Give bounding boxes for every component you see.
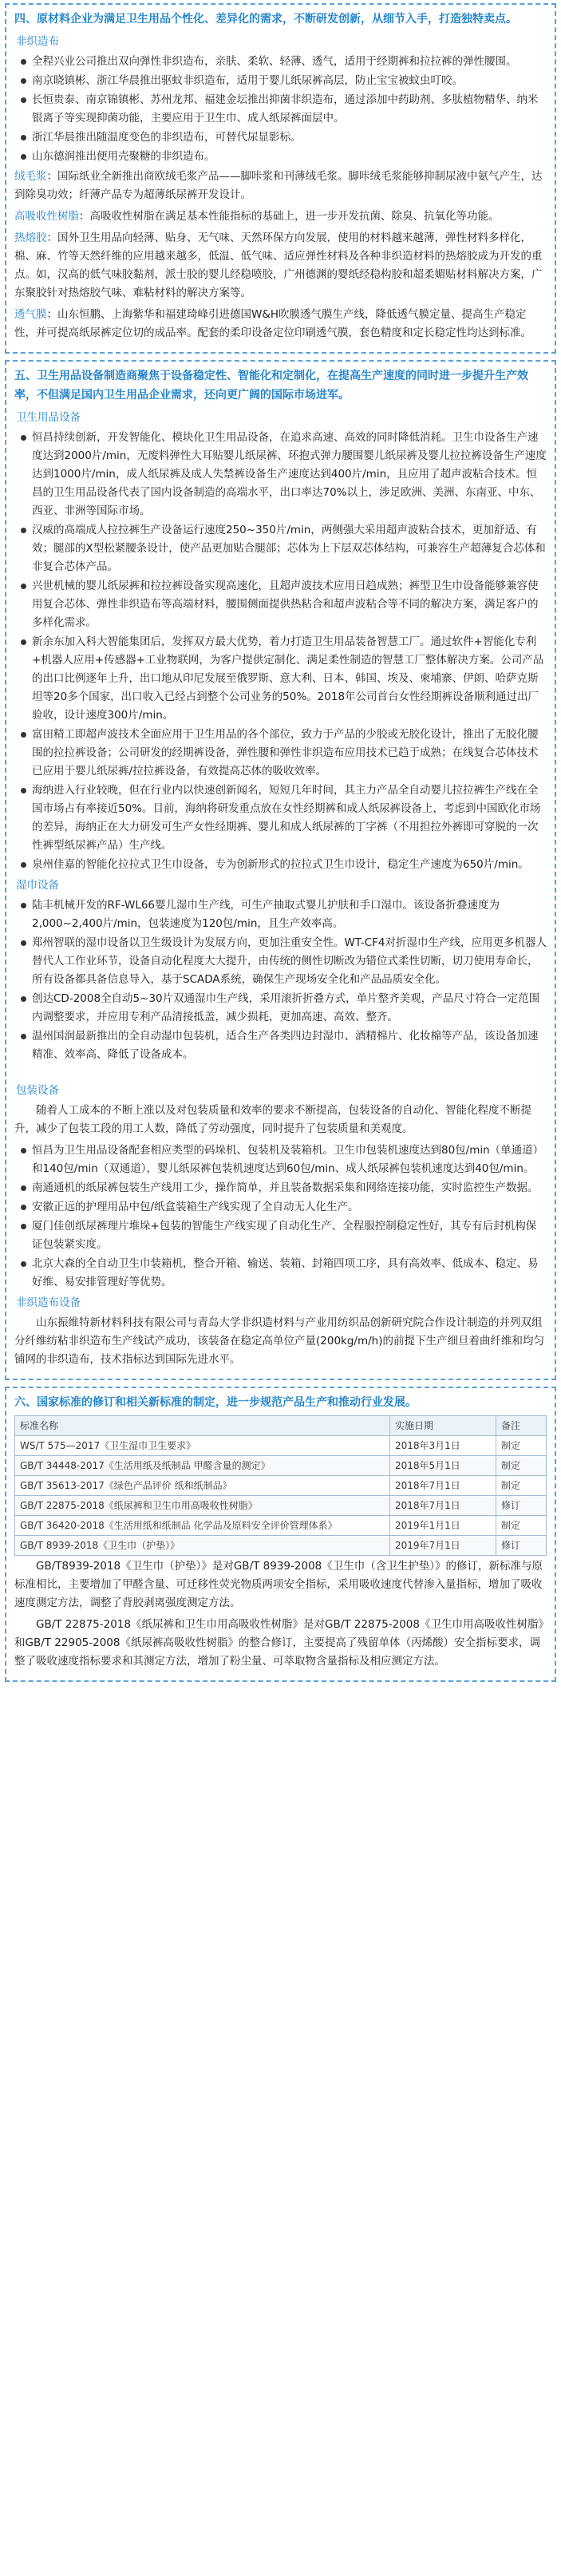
cell-effective-date: 2019年1月1日	[390, 1516, 496, 1536]
cell-effective-date: 2018年7月1日	[390, 1496, 496, 1516]
packaging-equipment-label: 包装设备	[16, 1084, 59, 1097]
cell-remark: 制定	[496, 1456, 547, 1476]
cell-remark: 制定	[496, 1476, 547, 1496]
list-item: 创达CD-2008全自动5~30片双通湿巾生产线，采用滚折折叠方式，单片整齐美观，产品尺寸符合一定范围内调整要求，并应用专利产品清接抵盖，减少损耗，更加高速、高效、整齐。	[19, 990, 547, 1027]
spacer	[14, 1065, 547, 1079]
section-4-box	[5, 3, 556, 354]
hygiene-equipment-list	[14, 429, 547, 874]
section-6-title: 六、国家标准的修订和相关新标准的制定，进一步规范产品生产和推动行业发展。	[14, 1396, 417, 1409]
table-row	[15, 1476, 547, 1496]
list-item: 郑州智联的湿巾设备以卫生级设计为发展方向，更加注重安全性。WT-CF4对折湿巾生产线，应用更多机器人替代人工作业环节，设备自动化程度大大提升，由传统的侧性切断改为错位式柔性切断，切刀使用寿命长，所有设备都具备信息导入，基于SCADA系统，确保生产现场安全化和产品品质安全化。	[19, 934, 547, 989]
nonwoven-list	[14, 53, 547, 166]
cell-standard-name: GB/T 35613-2017《绿色产品评价 纸和纸制品》	[15, 1476, 390, 1496]
list-item: 厦门佳创纸尿裤理片堆垛+包装的智能生产线实现了自动化生产、全程服控制稳定性好，其专有后封机构保证包装紧实度。	[19, 1217, 547, 1254]
nonwoven-equipment-text: 山东振维特新材料科技有限公司与青岛大学非织造材料与产业用纺织品创新研究院合作设计制造的并列双组分纤维纺粘非织造布生产线试产成功，该装备在稳定高单位产量(200kg/m/h)的前提下生产细旦着曲纤维和均匀铺网的非织造布，技术指标达到国际先进水平。	[14, 1316, 544, 1366]
hotmelt-text: ：国外卫生用品向轻薄、贴身、无气味、天然环保方向发展，使用的材料越来越薄，弹性材料多样化，棉、麻、竹等天然纤维的应用越来越多，低温、低气味、适应弹性材料及各种非织造材料的热熔胶成为开发的重点。如，汉高的低气味胶黏剂，派士胶的婴儿经稳喷胶，广州德渊的婴纸经稳构胶和超柔媚贴材料解决方案，广东聚胶针对热熔胶气味、难粘材料的解决方案等。	[14, 231, 543, 299]
sap-paragraph	[14, 208, 547, 226]
cell-standard-name: GB/T 36420-2018《生活用纸和纸制品 化学品及原料安全评价管理体系》	[15, 1516, 390, 1536]
wetwipe-equipment-label: 湿巾设备	[16, 879, 59, 892]
nonwoven-label: 非织造布	[16, 35, 59, 48]
cell-remark: 制定	[496, 1516, 547, 1536]
table-header-row	[15, 1416, 547, 1436]
cell-standard-name: WS/T 575—2017《卫生湿巾卫生要求》	[15, 1436, 390, 1456]
standard-paragraph-1: GB/T8939-2018《卫生巾（护垫）》是对GB/T 8939-2008《卫生巾（含卫生护垫）》的修订，新标准与原标准相比，主要增加了甲醛含量、可迁移性荧光物质两项安全指标，采用吸收速度代替渗入量指标，增加了吸收速度测定方法，调整了背胶剥离强度测定方法。	[14, 1560, 543, 1609]
cell-remark: 制定	[496, 1436, 547, 1456]
list-item: 汉威的高端成人拉拉裤生产设备运行速度250~350片/min，两侧强大采用超声波粘合技术，更加舒适、有效；腿部的X型松紧腰条设计，使产品更加贴合腿部；芯体为上下层双芯体结构，可兼容生产超薄复合芯体和非复合芯体产品。	[19, 521, 547, 576]
list-item: 南京晓镇彬、浙江华晨推出驱蚊非织造布，适用于婴儿纸尿裤高层，防止宝宝被蚊虫叮咬。	[19, 72, 547, 90]
list-item: 陆丰机械开发的RF-WL66婴儿湿巾生产线，可生产抽取式婴儿护肤和手口湿巾。该设备折叠速度为2,000~2,400片/min，包装速度为120包/min，且生产效率高。	[19, 896, 547, 933]
section-6-box	[5, 1387, 556, 1682]
list-item: 南通通机的纸尿裤包装生产线用工少，操作简单，并且装备数据采集和网络连接功能，实时监控生产数据。	[19, 1179, 547, 1197]
list-item: 富田精工即超声波技术全面应用于卫生用品的各个部位，致力于产品的少胶或无胶化设计，推出了无胶化腰围的拉拉裤设备；公司研发的经期裤设备，弹性腰和弹性非织造布应用技术已趋于成熟；在线复合芯体技术已应用于婴儿纸尿裤/拉拉裤设备，有效提高芯体的吸收效率。	[19, 726, 547, 781]
fluff-text: ：国际纸业全新推出商欧绒毛浆产品——脚咔浆和刊薄绒毛浆。脚咔绒毛浆能够抑制尿液中氨气产生，达到除臭功效；纤薄产品专为超薄纸尿裤开发设计。	[14, 170, 543, 201]
list-item: 北京大森的全自动卫生巾装箱机，整合开箱、输送、装箱、封箱四项工序，具有高效率、低成本、稳定、易好维、易安排管理好等优势。	[19, 1255, 547, 1292]
nonwoven-equipment-label: 非织造布设备	[16, 1296, 81, 1309]
packaging-equipment-list	[14, 1142, 547, 1292]
cell-standard-name: GB/T 22875-2018《纸尿裤和卫生巾用高吸收性树脂》	[15, 1496, 390, 1516]
header-standard-name: 标准名称	[15, 1416, 390, 1436]
standard-paragraph-2: GB/T 22875-2018《纸尿裤和卫生巾用高吸收性树脂》是对GB/T 22875-2008《卫生巾用高吸收性树脂》和GB/T 22905-2008《纸尿裤高吸收性树脂》的整合修订，主要提高了残留单体（丙烯酸）安全指标要求，调整了吸收速度指标要求和其测定方法，增加了粉尘量、可萃取物含量指标及相应测定方法。	[14, 1618, 544, 1668]
table-row	[15, 1436, 547, 1456]
sap-text: ：高吸收性树脂在满足基本性能指标的基础上，进一步开发抗菌、除臭、抗氧化等功能。	[79, 210, 500, 223]
section-4-title: 四、原材料企业为满足卫生用品个性化、差异化的需求，不断研发创新，从细节入手，打造独特卖点。	[14, 13, 517, 26]
fluff-paragraph	[14, 168, 547, 204]
cell-effective-date: 2019年7月1日	[390, 1536, 496, 1556]
cell-standard-name: GB/T 34448-2017《生活用纸及纸制品 甲醛含量的测定》	[15, 1456, 390, 1476]
table-row	[15, 1536, 547, 1556]
cell-effective-date: 2018年7月1日	[390, 1476, 496, 1496]
hotmelt-label: 热熔胶	[14, 231, 47, 244]
list-item: 安徽正远的护理用品中包/纸盒装箱生产线实现了全自动无人化生产。	[19, 1198, 547, 1217]
hygiene-equipment-label: 卫生用品设备	[16, 411, 81, 424]
header-effective-date: 实施日期	[390, 1416, 496, 1436]
table-row	[15, 1456, 547, 1476]
table-row	[15, 1516, 547, 1536]
cell-remark: 修订	[496, 1536, 547, 1556]
list-item: 新余东加入科大智能集团后，发挥双方最大优势，着力打造卫生用品装备智慧工厂。通过软件+智能化专利+机器人应用+传感器+工业物联网，为客户提供定制化、满足柔性制造的智慧工厂整体解决方案。公司产品的出口比例逐年上升，出口地从印尼发展至俄罗斯、意大利、日本、韩国、埃及、柬埔寨、伊朗、哈萨克斯坦等20多个国家，出口收入已经占到整个公司业务的50%。2018年公司首台女性经期裤设备顺利通过出厂验收，设计速度300片/min。	[19, 633, 547, 725]
hotmelt-paragraph	[14, 229, 547, 303]
list-item: 泉州佳嘉的智能化拉拉式卫生巾设备，专为创新形式的拉拉式卫生巾设计，稳定生产速度为650片/min。	[19, 856, 547, 874]
table-row	[15, 1496, 547, 1516]
list-item: 长恒贵泰、南京锦镇彬、苏州龙邦、福建金坛推出抑菌非织造布，通过添加中药助剂、多肽植物精华、纳米银离子等实现抑菌功能，主要应用于卫生巾、成人纸尿裤面层中。	[19, 91, 547, 128]
list-item: 恒昌持续创新，开发智能化、模块化卫生用品设备，在追求高速、高效的同时降低消耗。卫生巾设备生产速度达到2000片/min，无废料弹性大耳贴婴儿纸尿裤、环抱式弹力腰围婴儿纸尿裤及婴儿拉拉裤设备生产速度达到1000片/min，成人纸尿裤及成人失禁裤设备生产速度达到400片/min，且应用了超声波粘合技术。恒昌的卫生用品设备代表了国内设备制造的高端水平，出口率达70%以上，涉足欧洲、美洲、东南亚、中东、西亚、非洲等国际市场。	[19, 429, 547, 520]
breathable-label: 透气膜	[14, 308, 47, 321]
list-item: 兴世机械的婴儿纸尿裤和拉拉裤设备实现高速化，且超声波技术应用日趋成熟；裤型卫生巾设备能够兼容使用复合芯体、弹性非织造布等高端材料，腰围侧面提供热粘合和超声波粘合等不同的解决方案，满足客户的多样化需求。	[19, 577, 547, 632]
cell-remark: 修订	[496, 1496, 547, 1516]
wetwipe-equipment-list	[14, 896, 547, 1064]
header-remark: 备注	[496, 1416, 547, 1436]
section-5-box	[5, 360, 556, 1380]
cell-standard-name: GB/T 8939-2018《卫生巾（护垫）》	[15, 1536, 390, 1556]
list-item: 温州国润最新推出的全自动湿巾包装机，适合生产各类四边封湿巾、酒精棉片、化妆棉等产品，该设备加速精准、效率高、降低了设备成本。	[19, 1027, 547, 1064]
packaging-intro: 随着人工成本的不断上涨以及对包装质量和效率的要求不断提高，包装设备的自动化、智能化程度不断提升，减少了包装工段的用工人数，降低了劳动强度，同时提升了包装质量和美观度。	[14, 1104, 531, 1135]
cell-effective-date: 2018年5月1日	[390, 1456, 496, 1476]
section-5-title: 五、卫生用品设备制造商聚焦于设备稳定性、智能化和定制化，在提高生产速度的同时进一步提升生产效率，不但满足国内卫生用品企业需求，还向更广阔的国际市场进军。	[14, 370, 528, 402]
list-item: 恒昌为卫生用品设备配套相应类型的码垛机、包装机及装箱机。卫生巾包装机速度达到80包/min（单通道）和140包/min（双通道），婴儿纸尿裤包装机速度达到60包/min、成人纸尿裤包装机速度达到40包/min。	[19, 1142, 547, 1178]
list-item: 山东德润推出便用壳聚糖的非织造布。	[19, 148, 547, 166]
breathable-paragraph	[14, 306, 547, 342]
standards-table	[14, 1415, 547, 1556]
breathable-text: ：山东恒鹏、上海紫华和福建琦峰引进德国W&H吹膜透气膜生产线，降低透气膜定量、提高生产稳定性，并可提高纸尿裤定位切的成品率。配套的柔印设备定位印刷透气膜，套色精度和定长稳定性均达到标准。	[14, 308, 531, 339]
sap-label: 高吸收性树脂	[14, 210, 79, 223]
list-item: 海纳进入行业较晚，但在行业内以快速创新闻名，短短几年时间，其主力产品全自动婴儿拉拉裤生产线在全国市场占有率接近50%。目前，海纳将研发重点放在女性经期裤和成人纸尿裤设备上，考虑到中国欧化市场的差异，海纳正在大力研发可生产女性经期裤、婴儿和成人纸尿裤的丁字裤（不用担拉外裤即可穿脱的一次性裤型纸尿裤产品）生产线。	[19, 782, 547, 855]
list-item: 浙江华晨推出随温度变色的非织造布，可替代尿显影标。	[19, 129, 547, 147]
list-item: 全程兴业公司推出双向弹性非织造布，亲肤、柔软、轻薄、透气，适用于经期裤和拉拉裤的弹性腰围。	[19, 53, 547, 71]
fluff-label: 绒毛浆	[14, 170, 47, 183]
cell-effective-date: 2018年3月1日	[390, 1436, 496, 1456]
